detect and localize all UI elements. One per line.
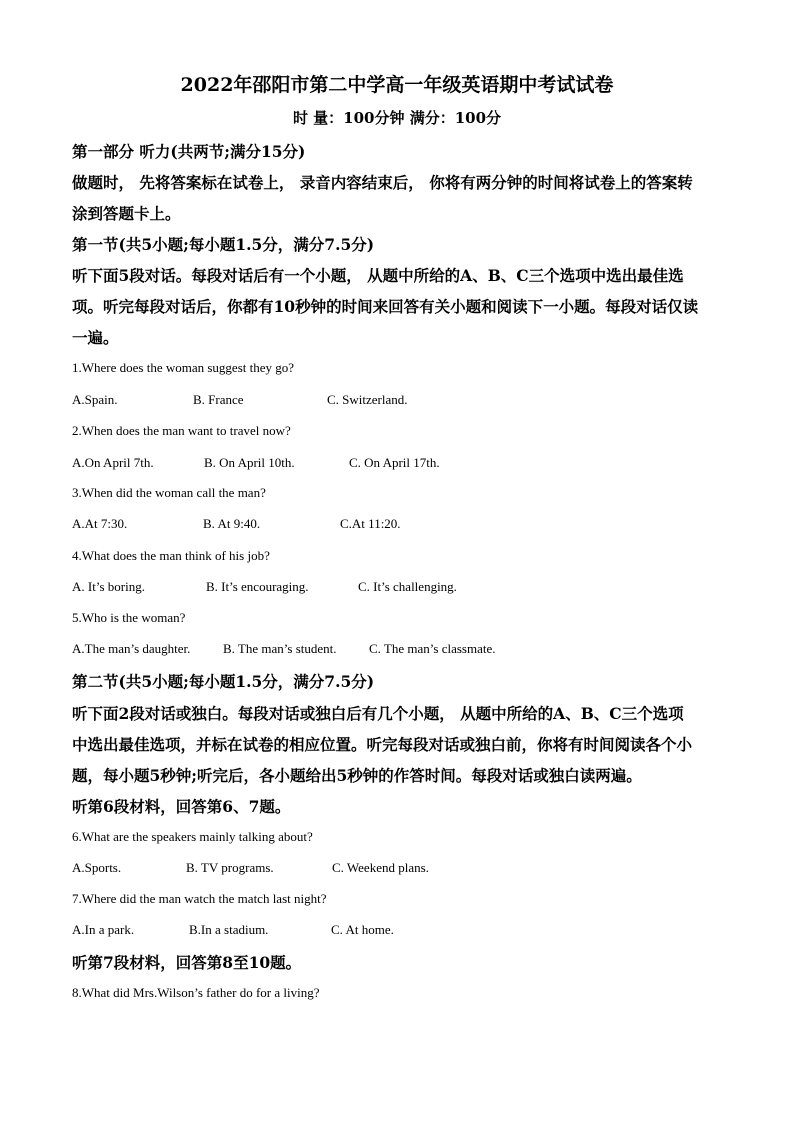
question-7: 7.Where did the man watch the match last night? [72,891,327,906]
section1-instruction-line3: 一遍。 [72,328,119,347]
option-5b: B. The man’s student. [223,641,337,656]
option-2b: B. On April 10th. [204,455,295,470]
section1-heading: 第一节(共5小题;每小题1.5分，满分7.5分) [72,235,375,254]
option-3c: C.At 11:20. [340,516,401,531]
exam-title: 2022年邵阳市第二中学高一年级英语期中考试试卷 [180,74,614,96]
material-7-heading: 听第7段材料，回答第8至10题。 [72,953,302,972]
option-4c: C. It’s challenging. [358,579,457,594]
part1-heading: 第一部分 听力(共两节;满分15分) [72,142,306,161]
part1-instruction-line1: 做题时， 先将答案标在试卷上， 录音内容结束后， 你将有两分钟的时间将试卷上的答案转 [72,173,693,192]
option-7b: B.In a stadium. [189,922,269,937]
option-4a: A. It’s boring. [72,579,145,594]
option-6b: B. TV programs. [186,860,274,875]
option-7a: A.In a park. [72,922,135,937]
option-1a: A.Spain. [72,392,118,407]
option-1c: C. Switzerland. [327,392,408,407]
option-5a: A.The man’s daughter. [72,641,191,656]
question-1: 1.Where does the woman suggest they go? [72,360,295,375]
option-1b: B. France [193,392,244,407]
question-6: 6.What are the speakers mainly talking about? [72,829,313,844]
option-6c: C. Weekend plans. [332,860,429,875]
question-4: 4.What does the man think of his job? [72,548,270,563]
question-2: 2.When does the man want to travel now? [72,423,291,438]
option-6a: A.Sports. [72,860,122,875]
option-2c: C. On April 17th. [349,455,440,470]
question-8: 8.What did Mrs.Wilson’s father do for a living? [72,985,320,1000]
material-6-heading: 听第6段材料，回答第6、7题。 [72,797,291,816]
section2-instruction-line1: 听下面2段对话或独白。每段对话或独白后有几个小题， 从题中所给的A、B、C三个选项 [72,704,684,723]
section1-instruction-line2: 项。听完每段对话后，你都有10秒钟的时间来回答有关小题和阅读下一小题。每段对话仅读 [72,297,699,316]
option-3b: B. At 9:40. [203,516,261,531]
option-3a: A.At 7:30. [72,516,128,531]
option-2a: A.On April 7th. [72,455,154,470]
part1-instruction-line2: 涂到答题卡上。 [72,204,181,223]
option-4b: B. It’s encouraging. [206,579,309,594]
question-3: 3.When did the woman call the man? [72,485,266,500]
section1-instruction-line1: 听下面5段对话。每段对话后有一个小题， 从题中所给的A、B、C三个选项中选出最佳选 [72,266,684,285]
section2-heading: 第二节(共5小题;每小题1.5分，满分7.5分) [72,672,375,691]
question-5: 5.Who is the woman? [72,610,186,625]
exam-time-score: 时 量：100分钟 满分：100分 [292,109,502,127]
option-5c: C. The man’s classmate. [369,641,496,656]
section2-instruction-line3: 题，每小题5秒钟;听完后，各小题给出5秒钟的作答时间。每段对话或独白读两遍。 [72,766,642,785]
option-7c: C. At home. [331,922,394,937]
section2-instruction-line2: 中选出最佳选项，并标在试卷的相应位置。听完每段对话或独白前，你将有时间阅读各个小 [72,735,693,754]
